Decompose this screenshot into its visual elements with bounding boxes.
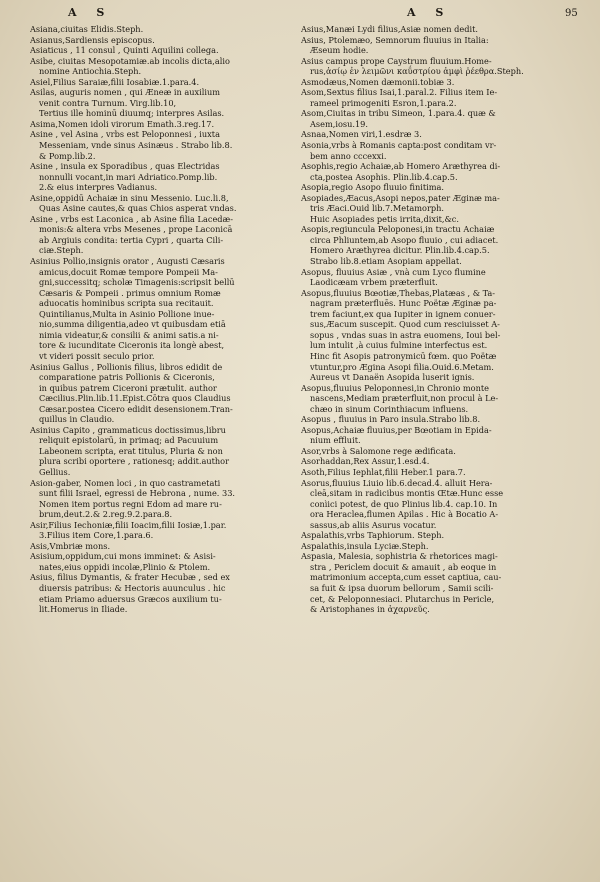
text-line: Asopus , fluuius in Paro insula.Strabo lib.8.: [301, 414, 481, 425]
text-line: Asinius Pollio,insignis orator , Augusti Cæsaris: [30, 256, 225, 267]
text-line: sa fuit & ipsa duorum bellorum , Samii scili-: [310, 582, 494, 593]
text-line: lit.Homerus in Iliade.: [39, 604, 128, 615]
text-line: Asius,Manæi Lydi filius,Asiæ nomen dedit.: [301, 24, 478, 34]
page-number: 95: [565, 8, 578, 19]
text-line: tore & iucunditate Ciceronis ita longè abest,: [39, 340, 225, 351]
text-line: Asopis,regiuncula Peloponesi,in tractu Achaiæ: [301, 224, 495, 235]
text-line: vtuntur,pro Ægina Asopi filia.Ouid.6.Metam.: [310, 361, 494, 372]
text-line: Gellius.: [39, 466, 71, 477]
text-line: Asine , vel Asina , vrbs est Peloponnesi , iuxta: [30, 129, 220, 140]
text-line: Asonia,vrbs à Romanis capta:post conditam vr-: [301, 140, 497, 151]
text-line: Asom,Sextus filius Isai,1.paral.2. Filius item Ie-: [301, 87, 498, 98]
text-line: reliquit epistolarū, in primaq; ad Pacuuium: [39, 435, 219, 446]
text-line: matrimonium accepta,cum esset captiua, cau-: [310, 572, 502, 583]
text-line: lum intulit ,à cuius fulmine interfectus est.: [310, 340, 488, 351]
text-line: stra , Periclem docuit & amauit , ab eoque in: [310, 561, 497, 572]
text-line: & Aristophanes in ἀχαρνεῦς.: [310, 604, 430, 615]
text-line: sus,Æacum suscepit. Quod cum resciuisset A-: [310, 319, 500, 330]
text-line: Aureus vt Danaën Asopida luserit ignis.: [310, 372, 475, 383]
text-line: Aspasia, Malesia, sophistria & rhetorices magi-: [301, 551, 498, 562]
text-line: Asion-gaber, Nomen loci , in quo castrametati: [30, 477, 221, 488]
text-line: trem faciunt,ex qua Iupiter in ignem conuer-: [310, 308, 496, 319]
text-line: Asilas, auguris nomen , qui Æneæ in auxilium: [30, 87, 221, 98]
text-line: Asine,oppidū Achaiæ in sinu Messenio. Luc.li.8,: [30, 192, 229, 203]
text-line: Asius campus prope Caystrum fluuium.Home-: [301, 55, 492, 66]
text-line: nonnulli vocant,in mari Adriatico.Pomp.lib.: [39, 171, 218, 182]
text-line: quillus in Claudio.: [39, 414, 115, 425]
text-line: Asiel,Filius Saraiæ,filii Iosabiæ.1.para.4.: [30, 76, 200, 87]
left-column: [30, 24, 288, 615]
text-line: ab Argiuis condita: tertia Cypri , quarta Cili-: [39, 234, 224, 245]
text-line: Cæcilius.Plin.lib.11.Epist.Cōtra quos Claudius: [39, 393, 231, 404]
text-line: comparatione patris Pollionis & Ciceronis,: [39, 372, 215, 383]
text-line: nio,summa diligentia,adeo vt quibusdam etiā: [39, 319, 226, 330]
text-line: brum,deut.2.& 2.reg.9.2.para.8.: [39, 509, 173, 520]
text-line: nomine Antiochia.Steph.: [39, 66, 142, 77]
text-line: Cæsaris & Pompeii . primus omnium Romæ: [39, 287, 221, 298]
text-line: venit contra Turnum. Virg.lib.10,: [39, 97, 177, 108]
text-line: conìici potest, de quo Plinius lib.4. cap.10. In: [310, 498, 498, 509]
text-line: 3.Filius item Core,1.para.6.: [39, 530, 154, 541]
text-line: aduocatis hominibus scripta sua recitauit.: [39, 298, 214, 309]
text-line: nagram præterfluēs. Hunc Poëtæ Æginæ pa-: [310, 298, 497, 309]
text-line: nimia videatur,& consilii & animi satis.a ni-: [39, 329, 219, 340]
right-column: [301, 24, 571, 615]
text-line: 2.& eius interpres Vadianus.: [39, 182, 158, 193]
text-line: Asisium,oppidum,cui mons imminet: & Asisi-: [30, 551, 216, 562]
text-line: Nomen item portus regni Edom ad mare ru-: [39, 498, 222, 509]
text-line: ora Heraclea,flumen Apilas . Hic à Bocatio A-: [310, 509, 499, 520]
running-head-right: A S: [407, 6, 452, 19]
text-line: Asopus,fluuius Peloponnesi,in Chronio monte: [301, 382, 489, 393]
text-line: Tertius ille hominū diuumq; interpres Asilas.: [39, 108, 225, 119]
text-line: Asophis,regio Achaiæ,ab Homero Aræthyrea di-: [301, 161, 501, 172]
text-line: Laodicæam vrbem præterfluit.: [310, 277, 438, 288]
text-line: nates,eius oppidi incolæ,Plinio & Ptolem.: [39, 561, 211, 572]
text-line: Asmodæus,Nomen dæmonii.tobiæ 3.: [301, 76, 455, 87]
text-line: rus,ἀσίῳ ἐν λειμῶνι καΰστρίου ἀμφὶ ῥέεθρα.Steph.: [310, 66, 524, 77]
text-line: etiam Priamo aduersus Græcos auxilium tu-: [39, 593, 222, 604]
text-line: Labeonem scripta, erat titulus, Pluria & non: [39, 445, 223, 456]
text-line: amicus,docuit Romæ tempore Pompeii Ma-: [39, 266, 218, 277]
text-line: cta,postea Asophis. Plin.lib.4.cap.5.: [310, 171, 458, 182]
text-line: Asius, filius Dymantis, & frater Hecubæ , sed ex: [30, 572, 230, 583]
text-line: Asnaa,Nomen viri,1.esdræ 3.: [301, 129, 422, 140]
text-line: Asianus,Sardiensis episcopus.: [30, 34, 155, 45]
text-line: Asem,iosu.19.: [310, 118, 368, 129]
text-line: Asius, Ptolemæo, Semnorum fluuius in Italia:: [301, 34, 489, 45]
text-line: bem anno cccexxi.: [310, 150, 387, 161]
text-line: rameel primogeniti Esron,1.para.2.: [310, 97, 457, 108]
text-line: Aspalathis,insula Lyciæ.Steph.: [301, 540, 429, 551]
text-line: in quibus patrem Ciceroni prætulit. author: [39, 382, 217, 393]
text-line: monis:& altera vrbs Mesenes , prope Laconicā: [39, 224, 233, 235]
text-line: Asine , insula ex Sporadibus , quas Electridas: [30, 161, 220, 172]
text-line: Asorhaddan,Rex Assur,1.esd.4.: [301, 456, 430, 467]
text-line: Hinc fit Asopis patronymicū fœm. quo Poëtæ: [310, 350, 497, 361]
text-line: sunt filii Israel, egressi de Hebrona , nume. 33.: [39, 488, 236, 499]
text-line: Asinius Gallus , Pollionis filius, libros edidit de: [30, 361, 223, 372]
text-line: Homero Aræthyrea dicitur. Plin.lib.4.cap.5.: [310, 245, 490, 256]
text-line: Aspalathis,vrbs Taphiorum. Steph.: [301, 530, 445, 541]
text-line: Asopus,fluuius Bœotiæ,Thebas,Platæas , & Ta-: [301, 287, 496, 298]
text-line: vt videri possit seculo prior.: [39, 350, 155, 361]
text-line: & Pomp.lib.2.: [39, 150, 96, 161]
text-line: Asoth,Filius Iephlat,filii Heber.1 para.7.: [301, 466, 466, 477]
text-line: Asopiades,Æacus,Asopi nepos,pater Æginæ ma-: [301, 192, 500, 203]
text-line: plura scribi oportere , rationesq; addit.author: [39, 456, 230, 467]
text-line: Asopia,regio Asopo fluuio finitima.: [301, 182, 445, 193]
text-line: Asom,Ciuitas in tribu Simeon, 1.para.4. quæ &: [301, 108, 496, 119]
text-line: nascens,Mediam præterfluit,non procul à Le-: [310, 393, 499, 404]
text-line: chæo in sinum Corinthiacum influens.: [310, 403, 469, 414]
text-line: cleā,sitam in radicibus montis Œtæ.Hunc esse: [310, 488, 504, 499]
text-line: Strabo lib.8.etiam Asopiam appellat.: [310, 256, 462, 267]
text-line: Quintilianus,Multa in Asinio Pollione inue-: [39, 308, 215, 319]
text-line: Asopus,Achaiæ fluuius,per Bœotiam in Epida-: [301, 424, 492, 435]
text-line: Quas Asine cautes,& quas Chios asperat vndas.: [39, 203, 237, 214]
text-line: Asine , vrbs est Laconica , ab Asine filia Lacedæ-: [30, 213, 233, 224]
text-line: cet, & Peloponnesiaci. Plutarchus in Pericle,: [310, 593, 495, 604]
text-line: sassus,ab aliis Asurus vocatur.: [310, 519, 437, 530]
text-line: Asor,vrbs à Salomone rege ædificata.: [301, 445, 456, 456]
text-line: Æseum hodie.: [310, 45, 369, 56]
text-line: Cæsar.postea Cicero edidit desensionem.Tran-: [39, 403, 233, 414]
text-line: Messeniam, vnde sinus Asinæus . Strabo lib.8.: [39, 140, 233, 151]
text-line: Asiaticus , 11 consul , Quinti Aquilini collega.: [30, 45, 219, 56]
text-line: nium effluit.: [310, 435, 361, 446]
text-line: tris Æaci.Ouid lib.7.Metamorph.: [310, 203, 444, 214]
text-line: Asopus, fluuius Asiæ , vnà cum Lyco flumine: [301, 266, 486, 277]
text-line: diuersis patribus: & Hectoris auunculus . hic: [39, 582, 226, 593]
running-head-left: A S: [68, 6, 113, 19]
text-line: Asiana,ciuitas Elidis.Steph.: [30, 24, 144, 34]
text-line: Asis,Vmbriæ mons.: [30, 540, 111, 551]
text-line: Asir,Filius Iechoniæ,filii Ioacim,filii Iosiæ,1.par.: [30, 519, 227, 530]
text-line: sopus , vndas suas in astra euomens, Ioui bel-: [310, 329, 501, 340]
text-line: Asinius Capito , grammaticus doctissimus,libru: [30, 424, 226, 435]
text-line: Asibe, ciuitas Mesopotamiæ.ab incolis dicta,alio: [30, 55, 230, 66]
text-line: ciæ.Steph.: [39, 245, 84, 256]
text-line: Huic Asopiades petis irrita,dixit,&c.: [310, 213, 459, 224]
text-line: Asima,Nomen idoli virorum Emath.3.reg.17.: [30, 118, 215, 129]
text-line: circa Phliuntem,ab Asopo fluuio , cui adiacet.: [310, 234, 499, 245]
text-line: gni,successitq; scholæ Timagenis:scripsit bellū: [39, 277, 235, 288]
text-line: Asorus,fluuius Liuio lib.6.decad.4. alluit Hera-: [301, 477, 493, 488]
